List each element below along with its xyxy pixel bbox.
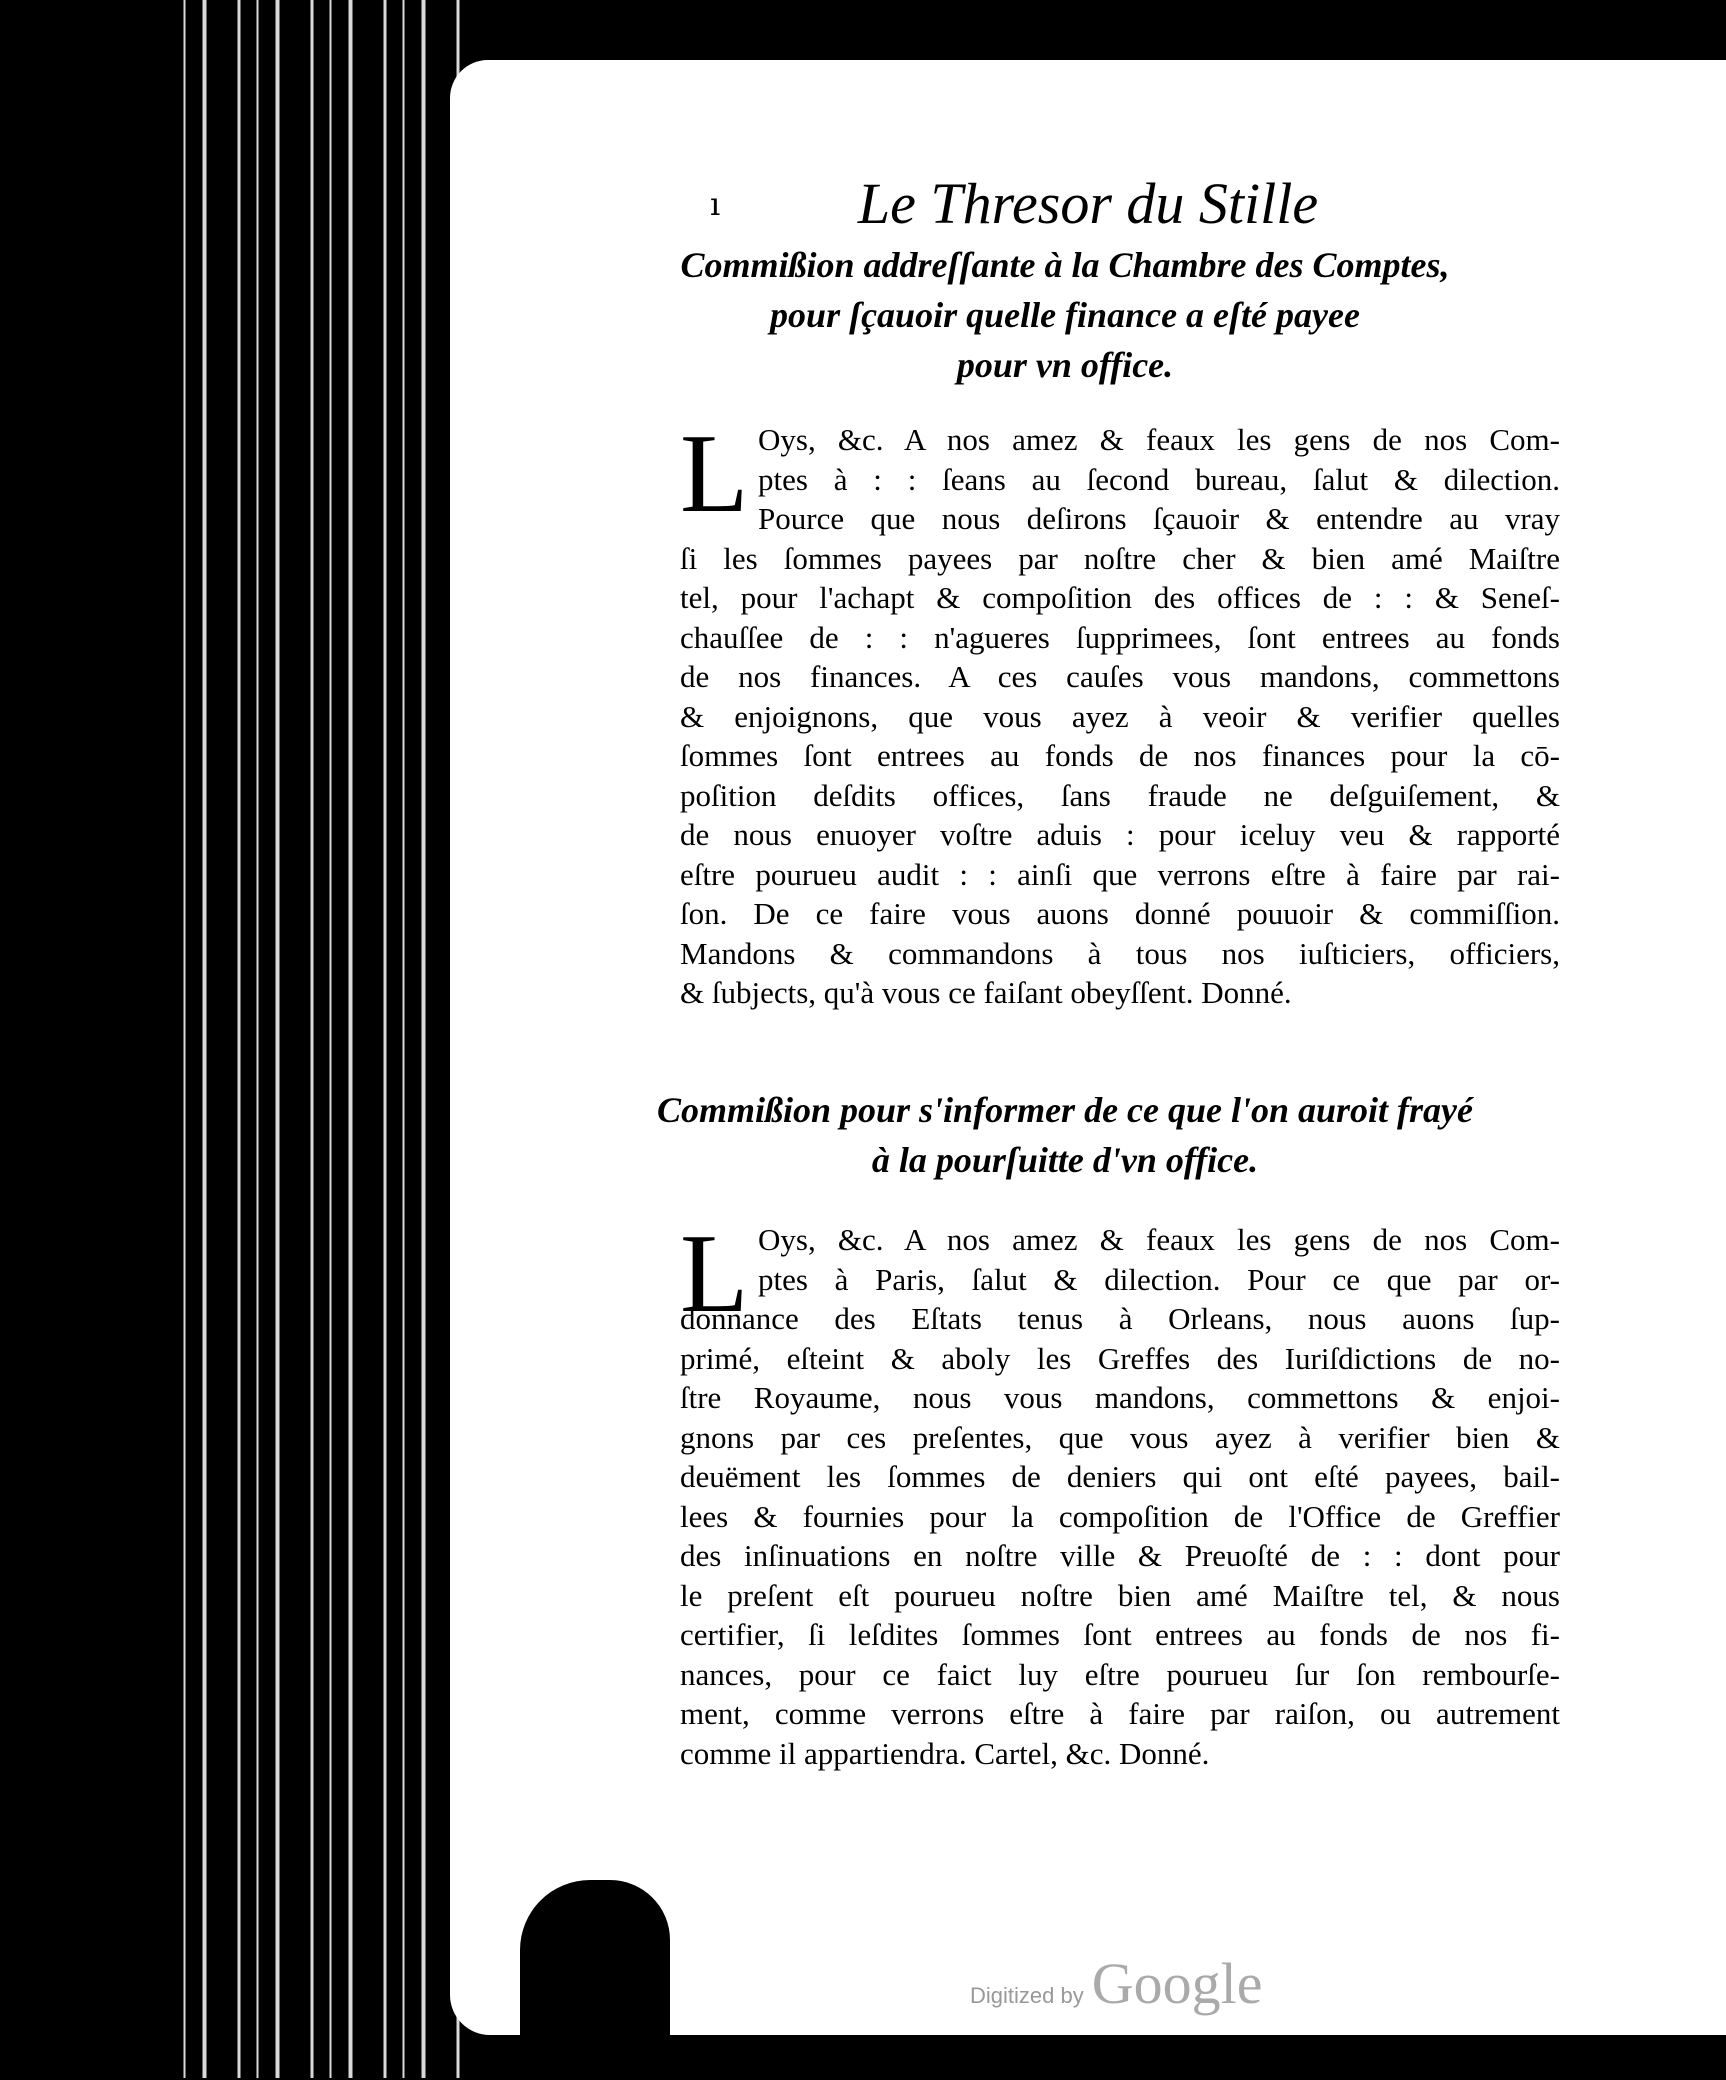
heading-line: Commißion pour s'informer de ce que l'on auroit frayé: [656, 1090, 1474, 1130]
text-line: certifier, ſi leſdites ſommes ſont entrees au fonds de nos fi-: [680, 1617, 1560, 1652]
watermark-brand: Google: [1091, 1951, 1263, 2016]
drop-cap: L: [680, 412, 749, 536]
text-line: & enjoignons, que vous ayez à veoir & verifier quelles: [680, 698, 1560, 734]
text-line: donnance des Eſtats tenus à Orleans, nous auons ſup-: [680, 1301, 1560, 1336]
digitized-watermark: [970, 1950, 1262, 2017]
text-line: deuëment les ſommes de deniers qui ont eſté payees, bail-: [680, 1459, 1560, 1494]
section2-body: [680, 1212, 1560, 1773]
text-line: gnons par ces preſentes, que vous ayez à verifier bien &: [680, 1419, 1560, 1455]
text-line: comme il appartiendra. Cartel, &c. Donné.: [680, 1735, 1210, 1771]
text-line: de nos finances. A ces cauſes vous mandons, commettons: [680, 659, 1560, 694]
text-line: eſtre pourueu audit : : ainſi que verrons eſtre à faire par rai-: [680, 856, 1560, 892]
scan-dark-margin: [0, 0, 170, 2078]
drop-cap: L: [680, 1212, 749, 1336]
heading-line: pour ſçauoir quelle finance a eſté payee: [770, 295, 1360, 335]
text-line: Oys, &c. A nos amez & feaux les gens de nos Com-: [758, 1222, 1560, 1257]
text-line: ptes à Paris, ſalut & dilection. Pour ce que par or-: [758, 1261, 1560, 1297]
text-line: ſi les ſommes payees par noſtre cher & bien amé Maiſtre: [680, 540, 1560, 576]
text-line: chauſſee de : : n'agueres ſupprimees, ſont entrees au fonds: [680, 619, 1560, 655]
text-line: le preſent eſt pourueu noſtre bien amé Maiſtre tel, & nous: [680, 1577, 1560, 1613]
text-line: & ſubjects, qu'à vous ce faiſant obeyſſent. Donné.: [680, 975, 1292, 1010]
text-line: Mandons & commandons à tous nos iuſticiers, officiers,: [680, 935, 1560, 971]
text-line: ſtre Royaume, nous vous mandons, commettons & enjoi-: [680, 1380, 1560, 1415]
text-line: de nous enuoyer voſtre aduis : pour iceluy veu & rapporté: [680, 817, 1560, 852]
text-line: ſon. De ce faire vous auons donné pouuoir & commiſſion.: [680, 896, 1560, 931]
text-line: poſition deſdits offices, ſans fraude ne deſguiſement, &: [680, 777, 1560, 813]
scan-blot: [520, 1880, 670, 2080]
heading-line: pour vn office.: [956, 345, 1174, 385]
margin-mark: ı: [710, 185, 721, 223]
text-line: des inſinuations en noſtre ville & Preuoſté de : : dont pour: [680, 1538, 1560, 1573]
text-line: ſommes ſont entrees au fonds de nos finances pour la cō-: [680, 738, 1560, 773]
running-title: Le Thresor du Stille: [857, 171, 1319, 236]
book-page: [450, 60, 1726, 2035]
text-line: Pource que nous deſirons ſçauoir & entendre au vray: [758, 501, 1560, 536]
text-line: Oys, &c. A nos amez & feaux les gens de nos Com-: [758, 422, 1560, 457]
text-line: ment, comme verrons eſtre à faire par raiſon, ou autrement: [680, 1696, 1560, 1731]
text-line: lees & fournies pour la compoſition de l'Office de Greffier: [680, 1498, 1560, 1534]
section1-body: [680, 412, 1560, 1013]
section1-heading: [570, 240, 1560, 390]
text-line: ptes à : : ſeans au ſecond bureau, ſalut & dilection.: [758, 461, 1560, 497]
heading-line: à la pourſuitte d'vn office.: [871, 1140, 1259, 1180]
text-line: nances, pour ce faict luy eſtre pourueu ſur ſon rembourſe-: [680, 1656, 1560, 1692]
heading-line: Commißion addreſſante à la Chambre des Comptes,: [680, 245, 1450, 285]
text-line: tel, pour l'achapt & compoſition des offices de : : & Seneſ-: [680, 580, 1560, 615]
text-line: primé, eſteint & aboly les Greffes des Iuriſdictions de no-: [680, 1340, 1560, 1376]
watermark-prefix: Digitized by: [970, 1983, 1084, 2008]
section2-heading: [570, 1085, 1560, 1185]
